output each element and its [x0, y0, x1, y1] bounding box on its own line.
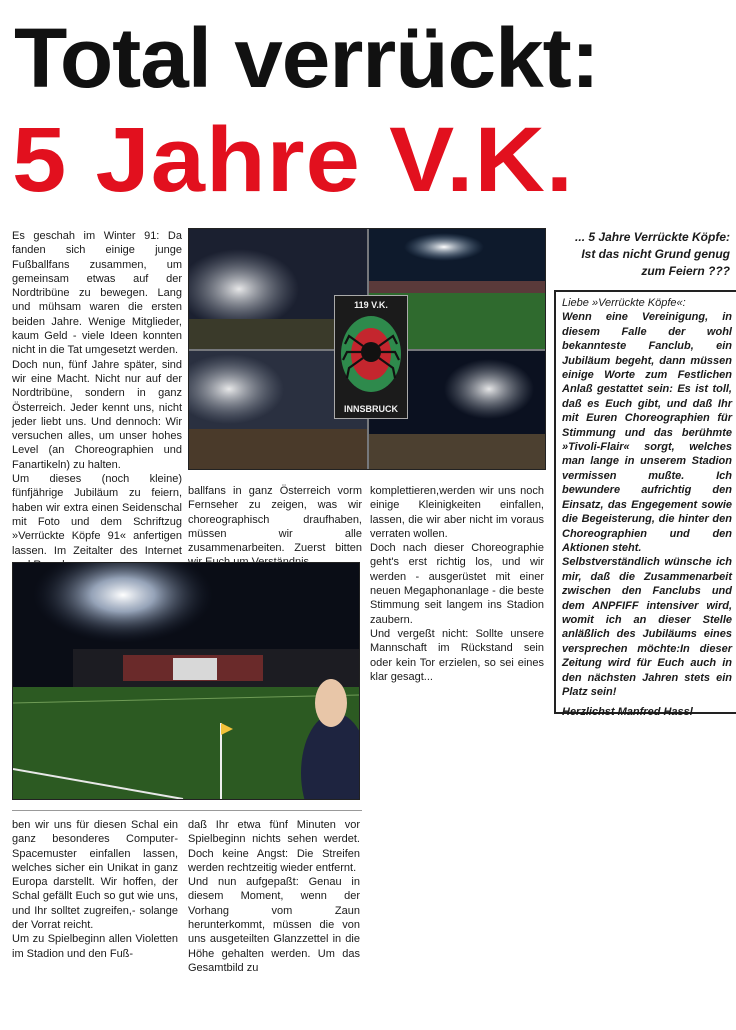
paragraph: Doch nach dieser Choreographie geht's erst richtig los, und wir werden - ausgerüstet mit einer neuen Megaphonanlage - die beste Stimmung seit langem ins Stadion zaubern. [370, 542, 544, 626]
teaser [550, 229, 730, 280]
letter-box [554, 290, 736, 719]
paragraph: ballfans in ganz Österreich vorm Fernseher zu zeigen, was wir choreographisch draufhaben, müssen wir alle zusammenarbeiten. Zuerst bitten [188, 485, 362, 555]
teaser-line: ... 5 Jahre Verrückte Köpfe: [575, 230, 730, 244]
column-divider [12, 810, 362, 811]
photo-collage [188, 228, 546, 470]
article-col2-middle [188, 484, 362, 570]
paragraph: Und nun aufgepaßt: Genau in diesem Moment, wenn der Vorhang vom Zaun herunterkommt, müssen die von uns ausgeteilten Glanzzettel in die Höhe gehalten werden. Um das Gesamtbild zu [188, 876, 360, 974]
badge-top-text: 119 V.K. [354, 300, 388, 310]
article-col1-bottom [12, 818, 178, 961]
article-col2-bottom [188, 818, 360, 975]
paragraph: Es geschah im Winter 91: Da fanden sich einige junge Fußballfans zusammen, um gemeinsam etwas auf der Nordtribüne zu bewegen. Lang und mühsam waren die ersten beiden Jahre. Wenige Mitglieder, kaum Geld - viele Ideen konnten nicht in die Tat umgesetzt werden. [12, 230, 182, 357]
badge-bottom-text: INNSBRUCK [344, 404, 398, 414]
paragraph: Und vergeßt nicht: Sollte unsere Mannschaft im Rückstand sein oder kein Tor erzielen, so sei eines klar gesagt... [370, 627, 544, 683]
article-col3-middle [370, 484, 544, 684]
stadium-image [13, 563, 359, 799]
teaser-line: zum Feiern ??? [641, 264, 730, 278]
paragraph: Um zu Spielbeginn allen Violetten im Stadion und den Fuß- [12, 933, 178, 960]
stadium-photo [12, 562, 360, 800]
spider-emblem-icon [339, 314, 403, 394]
letter-paragraph: Wenn eine Vereinigung, in diesem Falle der wohl bekannteste Fanclub, ein Jubiläum begeht, dann müssen einige Worte zum Festlichen Anlaß gestattet sein: Es ist toll, daß es Euch gibt, und daß Ihr mit Euren Choreographien für Stimmung und das berühmte »Tivoli-Flair« sorgt, welches man lange in unserem Stadion vermissen mußte. Ich bewundere aufrichtig den Einsatz, das Engegement sowie die Begeisterung, die hinter den Choreographien und den Aktionen steht. [562, 311, 732, 554]
paragraph: daß Ihr etwa fünf Minuten vor Spielbeginn nichts sehen werdet. Doch keine Angst: Die Streifen werden rechtzeitig wieder entfernt. [188, 819, 360, 874]
letter-signature: Herzlichst Manfred Hassl [562, 706, 693, 719]
letter-paragraph: Selbstverständlich wünsche ich mir, daß die Zusammenarbeit zwischen den Fanclubs und dem ANPFIFF intensiver wird, womit ich an dieser Stelle anläßlich des Jubiläums eines versprechen möchte:In dieser Zeitung wird für Euch auch in den nächsten Jahren stets ein Platz sein! [562, 556, 732, 698]
fanclub-badge [334, 295, 408, 419]
paragraph: Um dieses (noch kleine) fünfjährige Jubiläum zu feiern, haben wir extra einen Seidenschal mit Foto und dem Schriftzug »Verrückte Köpfe 91« anfertigen lassen. Im Zeitalter des Internet [12, 473, 182, 557]
paragraph: Doch nun, fünf Jahre später, sind wir eine Macht. Nicht nur auf der Nordtribüne, sondern in ganz Österreich. Jeder kennt uns, nicht jeder liebt uns. Und dennoch: Wir versuchen alles, um unser hohes Level (an Choreographien und Fanartikeln) zu halten. [12, 358, 182, 471]
paragraph: komplettieren,werden wir uns noch einige Kleinigkeiten einfallen, lassen, die wir aber nicht im voraus verraten wollen. [370, 485, 544, 540]
article-col1-top [12, 229, 182, 572]
teaser-line: Ist das nicht Grund genug [581, 247, 730, 261]
headline-line1: Total verrückt: [14, 11, 599, 105]
headline-line2: 5 Jahre V.K. [12, 109, 575, 211]
letter-salutation: Liebe »Verrückte Köpfe«: [562, 297, 686, 309]
paragraph: ben wir uns für diesen Schal ein ganz besonderes Computer-Spacemuster einfallen lassen, welches sicher ein Unikat in ganz Europa darstellt. Wir hoffen, der Schal gefällt Euch so gut wie uns, und Ihr solltet zugreifen,- solange der Vorrat reicht. [12, 819, 178, 932]
